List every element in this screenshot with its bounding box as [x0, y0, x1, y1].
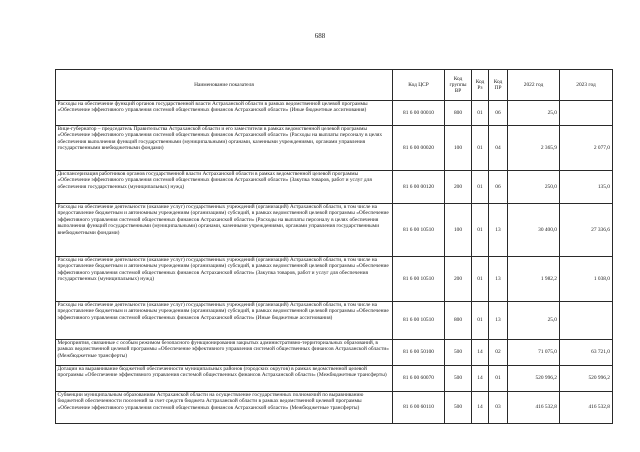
row-2023: 63 721,0 — [560, 340, 613, 366]
row-ru: 01 — [472, 257, 489, 302]
budget-table — [55, 69, 613, 424]
row-vr: 100 — [445, 204, 472, 257]
row-2022: 2 365,9 — [508, 126, 560, 171]
row-ru: 01 — [472, 204, 489, 257]
row-name: Расходы на обеспечение деятельности (оказание услуг) государственных учреждений (организаций) Астраханской области, в том числе на предоставление бюджетным и автономным учреждениям (организациям) субсидий, в рамках ведомственной целевой программы «Обеспечение эффективного управления системой общественных финансов Астраханской области» (Иные бюджетные ассигнования) — [56, 302, 393, 340]
row-pr: 13 — [489, 204, 508, 257]
header-pr: Код ПР — [489, 70, 508, 101]
row-name: Мероприятия, связанные с особым режимом безопасного функционирования закрытых административно-территориальных образований, в рамках ведомственной целевой программы «Обеспечение эффективного управления системой общественных финансов Астраханской области» (Межбюджетные трансферты) — [56, 340, 393, 366]
row-csr: 81 6 00 10510 — [393, 204, 445, 257]
table-row — [56, 204, 613, 257]
row-2023: 416 532,8 — [560, 392, 613, 424]
row-vr: 500 — [445, 366, 472, 392]
row-csr: 81 6 00 50100 — [393, 340, 445, 366]
row-2023: 2 077,0 — [560, 126, 613, 171]
row-pr: 06 — [489, 101, 508, 126]
row-ru: 01 — [472, 101, 489, 126]
row-csr: 81 6 00 60070 — [393, 366, 445, 392]
row-csr: 81 6 00 00120 — [393, 171, 445, 204]
row-ru: 01 — [472, 126, 489, 171]
table-row — [56, 340, 613, 366]
row-pr: 13 — [489, 257, 508, 302]
row-vr: 500 — [445, 340, 472, 366]
header-ru: Код Рз — [472, 70, 489, 101]
row-pr: 13 — [489, 302, 508, 340]
row-2023 — [560, 302, 613, 340]
header-2023: 2023 год — [560, 70, 613, 101]
row-vr: 100 — [445, 126, 472, 171]
row-ru: 14 — [472, 340, 489, 366]
row-vr: 500 — [445, 392, 472, 424]
row-name: Субвенции муниципальным образованиям Астраханской области на осуществление государственных полномочий по выравниванию бюджетной обеспеченности поселений за счет средств бюджета Астраханской области в рамках ведомственной целевой программы «Обеспечение эффективного управления системой общественных финансов Астраханской области» (Межбюджетные трансферты) — [56, 392, 393, 424]
row-2022: 416 532,8 — [508, 392, 560, 424]
table-header-row — [56, 70, 613, 101]
row-csr: 81 6 00 00010 — [393, 101, 445, 126]
row-2023 — [560, 101, 613, 126]
row-pr: 03 — [489, 392, 508, 424]
row-2022: 1 982,2 — [508, 257, 560, 302]
row-name: Расходы на обеспечение деятельности (оказание услуг) государственных учреждений (организаций) Астраханской области, в том числе на предоставление бюджетным и автономным учреждениям (организациям) субсидий, в рамках ведомственной целевой программы «Обеспечение эффективного управления системой общественных финансов Астраханской области» (Расходы на выплаты персоналу в целях обеспечения выполнения функций государственными (муниципальными) органами, казенными учреждениями, органами управления государственными внебюджетными фондами) — [56, 204, 393, 257]
row-pr: 01 — [489, 366, 508, 392]
table-row — [56, 126, 613, 171]
row-pr: 02 — [489, 340, 508, 366]
row-vr: 200 — [445, 257, 472, 302]
row-pr: 04 — [489, 126, 508, 171]
row-csr: 81 6 00 10510 — [393, 302, 445, 340]
row-2022: 30 400,0 — [508, 204, 560, 257]
table-row — [56, 302, 613, 340]
row-pr: 06 — [489, 171, 508, 204]
row-vr: 800 — [445, 101, 472, 126]
table-row — [56, 257, 613, 302]
row-name: Расходы на обеспечение функций органов государственной власти Астраханской области в рамках ведомственной целевой программы «Обеспечение эффективного управления системой общественных финансов Астраханской области» (Иные бюджетные ассигнования) — [56, 101, 393, 126]
row-name: Диспансеризация работников органов государственной власти Астраханской области в рамках ведомственной целевой программы «Обеспечение эффективного управления системой общественных финансов Астраханской области» (Закупка товаров, работ и услуг для обеспечения государственных (муниципальных) нужд) — [56, 171, 393, 204]
row-ru: 14 — [472, 366, 489, 392]
row-2023: 520 996,2 — [560, 366, 613, 392]
row-2022: 71 075,0 — [508, 340, 560, 366]
row-2022: 25,0 — [508, 302, 560, 340]
row-2022: 520 996,2 — [508, 366, 560, 392]
header-vr: Код группы ВР — [445, 70, 472, 101]
row-name: Вице-губернатор – председатель Правительства Астраханской области и его заместители в рамках ведомственной целевой программы «Обеспечение эффективного управления системой общественных финансов Астраханской области» (Расходы на выплаты персоналу в целях обеспечения выполнения функций государственными (муниципальными) органами, казенными учреждениями, органами управления государственными внебюджетными фондами) — [56, 126, 393, 171]
row-csr: 81 6 00 60110 — [393, 392, 445, 424]
header-csr: Код ЦСР — [393, 70, 445, 101]
row-name: Расходы на обеспечение деятельности (оказание услуг) государственных учреждений (организаций) Астраханской области, в том числе на предоставление бюджетным и автономным учреждениям (организациям) субсидий, в рамках ведомственной целевой программы «Обеспечение эффективного управления системой общественных финансов Астраханской области» (Закупка товаров, работ и услуг для обеспечения государственных (муниципальных) нужд) — [56, 257, 393, 302]
row-2022: 25,0 — [508, 101, 560, 126]
table-row — [56, 171, 613, 204]
row-csr: 81 6 00 00020 — [393, 126, 445, 171]
row-2023: 135,0 — [560, 171, 613, 204]
row-ru: 01 — [472, 171, 489, 204]
row-vr: 800 — [445, 302, 472, 340]
row-name: Дотации на выравнивание бюджетной обеспеченности муниципальных районов (городских округов) в рамках ведомственной целевой программы «Обеспечение эффективного управления системой общественных финансов Астраханской области» (Межбюджетные трансферты) — [56, 366, 393, 392]
table-row — [56, 392, 613, 424]
page-number: 688 — [314, 32, 326, 40]
row-2023: 27 336,6 — [560, 204, 613, 257]
table-row — [56, 366, 613, 392]
header-name: Наименование показателя — [56, 70, 393, 101]
row-ru: 14 — [472, 392, 489, 424]
row-csr: 81 6 00 10510 — [393, 257, 445, 302]
row-2022: 250,0 — [508, 171, 560, 204]
row-vr: 200 — [445, 171, 472, 204]
header-2022: 2022 год — [508, 70, 560, 101]
table-row — [56, 101, 613, 126]
row-2023: 1 038,0 — [560, 257, 613, 302]
row-ru: 01 — [472, 302, 489, 340]
